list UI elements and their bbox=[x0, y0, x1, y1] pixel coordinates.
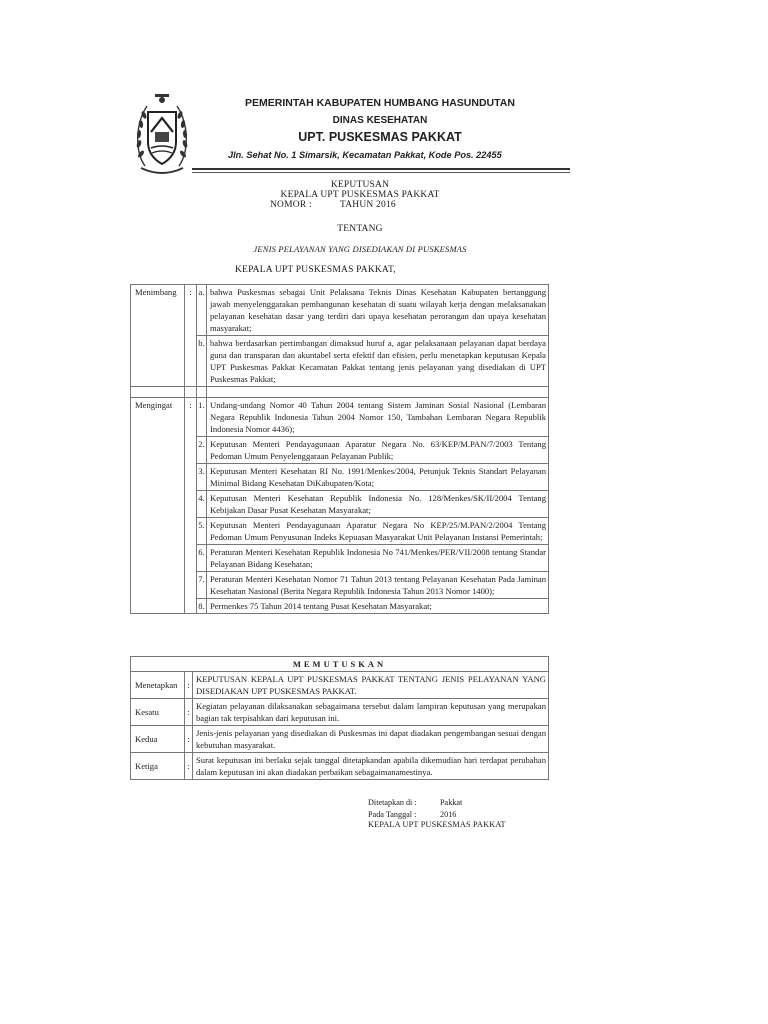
decision-colon: : bbox=[185, 753, 193, 780]
decision-table bbox=[130, 656, 549, 780]
decision-colon: : bbox=[185, 726, 193, 753]
decree-official: KEPALA UPT PUSKESMAS PAKKAT, bbox=[235, 265, 396, 275]
decree-subject: JENIS PELAYANAN YANG DISEDIAKAN DI PUSKESMAS bbox=[253, 244, 467, 254]
menimbang-colon: : bbox=[185, 285, 197, 387]
list-item-text: bahwa Puskesmas sebagai Unit Pelaksana Teknis Dinas Kesehatan Kabupaten bertanggung jawab menyelenggarakan pembangunan kesehatan di suatu wilayah kerja dengan melaksanakan pelayanan kesehatan dasar yang terdiri dari upaya kesehatan perorangan dan upaya kesehatan masyarakat; bbox=[207, 285, 549, 336]
letterhead-address: Jln. Sehat No. 1 Simarsik, Kecamatan Pakkat, Kode Pos. 22455 bbox=[228, 150, 502, 160]
mengingat-row bbox=[131, 398, 549, 437]
decision-label: Ketiga bbox=[131, 753, 185, 780]
menimbang-label: Menimbang bbox=[131, 285, 185, 387]
list-item-text: bahwa berdasarkan pertimbangan dimaksud huruf a, agar pelaksanaan pelayanan dapat berdaya guna dan transparan dan akuntabel serta efektif dan efisien, perlu menetapkan keputusan Kepala UPT Puskesmas Pakkat Kecamatan Pakkat tentang jenis pelayanan yang disediakan di UPT Puskesmas Pakkat; bbox=[207, 336, 549, 387]
decision-text: Kegiatan pelayanan dilaksanakan sebagaimana tersebut dalam lampiran keputusan yang merupakan bagian tak terpisahkan dari keputusan ini. bbox=[193, 699, 549, 726]
list-item-text: Keputusan Menteri Pendayagunaan Aparatur Negara No KEP/25/M.PAN/2/2004 Tentang Pedoman Umum Penyusunan Indeks Kepuasan Masyarakat Unit Pelayanan Instansi Pemerintah; bbox=[207, 518, 549, 545]
list-item-number: 8. bbox=[197, 599, 207, 614]
decision-colon: : bbox=[185, 699, 193, 726]
decree-tentang: TENTANG bbox=[337, 224, 383, 234]
list-item-number: 1. bbox=[197, 398, 207, 437]
letterhead-department: DINAS KESEHATAN bbox=[332, 115, 428, 126]
decision-colon: : bbox=[185, 672, 193, 699]
list-item-text: Peraturan Menteri Kesehatan Nomor 71 Tahun 2013 tentang Pelayanan Kesehatan Pada Jaminan Kesehatan Nasional (Berita Negara Republik Indonesia Tahun 2013 Nomor 1400); bbox=[207, 572, 549, 599]
signature-official: KEPALA UPT PUSKESMAS PAKKAT bbox=[368, 820, 506, 829]
letterhead-rule bbox=[192, 168, 570, 170]
list-item-text: Keputusan Menteri Pendayagunaan Aparatur Negara No. 63/KEP/M.PAN/7/2003 Tentang Pedoman Umum Penyelenggaraan Pelayanan Publik; bbox=[207, 437, 549, 464]
decree-heading: KEPUTUSAN bbox=[330, 180, 390, 190]
mengingat-label: Mengingat bbox=[131, 398, 185, 614]
decision-row bbox=[131, 672, 549, 699]
considerations-table bbox=[130, 284, 549, 614]
decision-row bbox=[131, 753, 549, 780]
decision-heading-row bbox=[131, 657, 549, 672]
letterhead-unit: UPT. PUSKESMAS PAKKAT bbox=[298, 130, 462, 144]
letterhead-government: PEMERINTAH KABUPATEN HUMBANG HASUNDUTAN bbox=[245, 97, 515, 109]
decision-label: Kesatu bbox=[131, 699, 185, 726]
list-item-text: Peraturan Menteri Kesehatan Republik Indonesia No 741/Menkes/PER/VII/2008 tentang Standar Pelayanan Bidang Kesehatan; bbox=[207, 545, 549, 572]
decision-text: KEPUTUSAN KEPALA UPT PUSKESMAS PAKKAT TENTANG JENIS PELAYANAN YANG DISEDIAKAN UPT PUSKESMAS PAKKAT. bbox=[193, 672, 549, 699]
decision-text: Surat keputusan ini berlaku sejak tanggal ditetapkandan apabila dikemudian hari terdapat perubahan dalam keputusan ini akan diadakan perbaikan sebagaimanamestinya. bbox=[193, 753, 549, 780]
decision-label: Kedua bbox=[131, 726, 185, 753]
decision-text: Jenis-jenis pelayanan yang disediakan di Puskesmas ini dapat diadakan pengembangan sesuai dengan kebutuhan masyarakat. bbox=[193, 726, 549, 753]
decree-number-label: NOMOR : bbox=[270, 200, 312, 210]
list-item-text: Keputusan Menteri Kesehatan RI No. 1991/Menkes/2004, Petunjuk Teknis Standart Pelayanan Minimal Bidang Kesehatan DiKabupaten/Kota; bbox=[207, 464, 549, 491]
list-item-number: a. bbox=[197, 285, 207, 336]
menimbang-row bbox=[131, 285, 549, 336]
list-item-number: 5. bbox=[197, 518, 207, 545]
decision-row bbox=[131, 699, 549, 726]
mengingat-colon: : bbox=[185, 398, 197, 614]
regency-crest-icon bbox=[133, 88, 191, 180]
spacer-row bbox=[131, 387, 549, 398]
list-item-text: Undang-undang Nomor 40 Tahun 2004 tentang Sistem Jaminan Sosial Nasional (Lembaran Negara Republik Indonesia Tahun 2004 Nomor 150, Tambahan Lembaran Negara Republik Indonesia Nomor 4436); bbox=[207, 398, 549, 437]
list-item-number: 7. bbox=[197, 572, 207, 599]
letterhead-rule-thin bbox=[192, 172, 570, 173]
tanggal-label: Pada Tanggal : bbox=[368, 810, 417, 819]
list-item-number: 3. bbox=[197, 464, 207, 491]
list-item-text: Permenkes 75 Tahun 2014 tentang Pusat Kesehatan Masyarakat; bbox=[207, 599, 549, 614]
list-item-number: 6. bbox=[197, 545, 207, 572]
decision-row bbox=[131, 726, 549, 753]
memutuskan-heading: MEMUTUSKAN bbox=[131, 657, 549, 672]
tanggal-value: 2016 bbox=[440, 810, 457, 819]
decree-number-year: TAHUN 2016 bbox=[340, 200, 396, 210]
ditetapkan-label: Ditetapkan di : bbox=[368, 798, 417, 807]
decree-issuer: KEPALA UPT PUSKESMAS PAKKAT bbox=[280, 190, 440, 200]
decision-label: Menetapkan bbox=[131, 672, 185, 699]
list-item-number: 4. bbox=[197, 491, 207, 518]
list-item-text: Keputusan Menteri Kesehatan Republik Indonesia No. 128/Menkes/SK/II/2004 Tentang Kebijakan Dasar Pusat Kesehatan Masyarakat; bbox=[207, 491, 549, 518]
list-item-number: 2. bbox=[197, 437, 207, 464]
ditetapkan-value: Pakkat bbox=[440, 798, 463, 807]
list-item-number: b. bbox=[197, 336, 207, 387]
